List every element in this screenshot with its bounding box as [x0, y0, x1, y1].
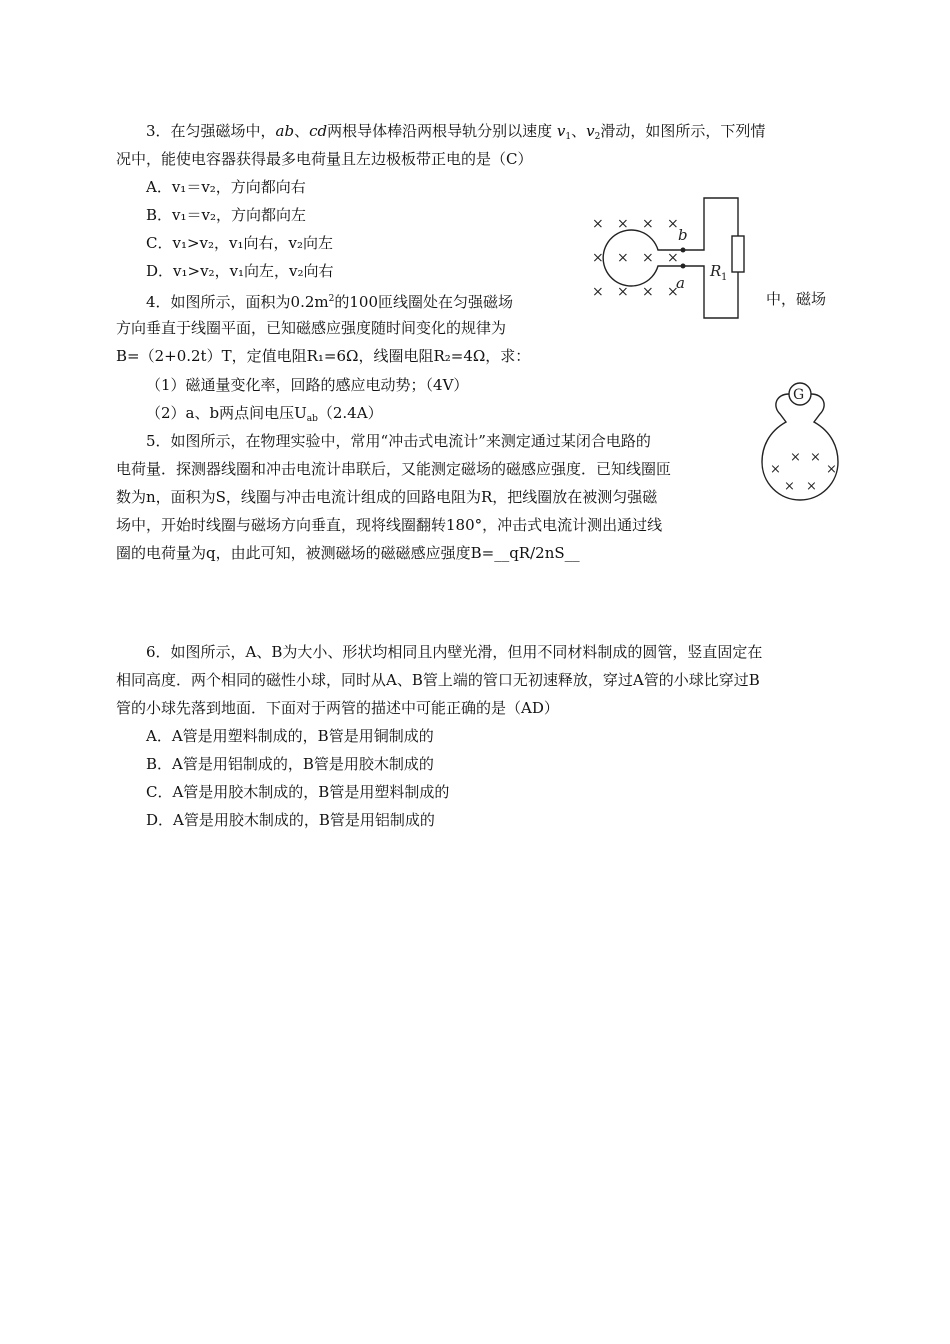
field-cross: ×: [667, 216, 679, 232]
q3-stem-text: 滑动，如图所示，下列情: [600, 122, 766, 140]
q3-option-a: A．v₁＝v₂，方向都向右: [146, 178, 306, 196]
q5-line2: 电荷量．探测器线圈和冲击电流计串联后，又能测定磁场的磁感应强度．已知线圈匝: [116, 460, 672, 478]
q4-text: 4．如图所示，面积为0.2m: [146, 293, 329, 311]
galvanometer-figure: [758, 378, 844, 510]
terminal-a: [681, 264, 686, 269]
label-a: a: [676, 274, 685, 292]
q3-ab: ab: [275, 122, 295, 140]
label-b: b: [678, 226, 688, 244]
q6-option-c: C．A管是用胶木制成的，B管是用塑料制成的: [146, 783, 450, 801]
circuit-wire: [683, 198, 738, 318]
field-cross: ×: [592, 250, 604, 266]
q3-option-b: B．v₁＝v₂，方向都向左: [146, 206, 306, 224]
q4-sub2-text: （2）a、b两点间电压U: [146, 404, 307, 422]
q5-line4: 场中，开始时线圈与磁场方向垂直，现将线圈翻转180°，冲击式电流计测出通过线: [116, 516, 663, 534]
q3-cd: cd: [309, 122, 328, 140]
q4-sub2-answer: （2.4A）: [317, 404, 383, 422]
q5-line1: 5．如图所示，在物理实验中，常用“冲击式电流计”来测定通过某闭合电路的: [146, 432, 651, 450]
resistor-r1: [732, 236, 744, 272]
q6-option-d: D．A管是用胶木制成的，B管是用铝制成的: [146, 811, 435, 829]
circuit-diagram: [588, 192, 758, 324]
field-cross: ×: [592, 216, 604, 232]
q6-line1: 6．如图所示，A、B为大小、形状均相同且内壁光滑，但用不同材料制成的圆管，竖直固定在: [146, 643, 763, 661]
field-cross: ×: [642, 250, 654, 266]
terminal-b: [681, 248, 686, 253]
field-cross: ×: [810, 450, 821, 465]
q6-line2: 相同高度．两个相同的磁性小球，同时从A、B管上端的管口无初速释放，穿过A管的小球比穿过B: [116, 671, 760, 689]
q3-v2: v: [586, 122, 595, 140]
probe-coil: [762, 394, 838, 500]
q4-uab-sub: ab: [306, 414, 318, 424]
q5-line5: 圈的电荷量为q，由此可知，被测磁场的磁磁感应强度B=__qR/2nS__: [116, 544, 580, 562]
field-cross: ×: [592, 284, 604, 300]
field-cross: ×: [617, 216, 629, 232]
field-cross: ×: [617, 250, 629, 266]
q3-stem-text: 3．在匀强磁场中，: [146, 122, 276, 140]
field-cross: ×: [642, 284, 654, 300]
q3-sep: 、: [571, 122, 587, 140]
q3-stem-line2: 况中，能使电容器获得最多电荷量且左边极板带正电的是（C）: [116, 150, 533, 168]
q4-line1: [146, 288, 513, 313]
q3-v2-sub: 2: [594, 132, 601, 142]
field-cross: ×: [667, 250, 679, 266]
label-r-sub: 1: [721, 272, 728, 283]
q3-stem-line1: [146, 120, 765, 148]
label-r: R: [710, 262, 722, 280]
q4-subquestion-1: （1）磁通量变化率，回路的感应电动势；（4V）: [146, 376, 469, 394]
circuit-figure: [588, 192, 758, 324]
q3-v1-sub: 1: [565, 132, 572, 142]
q4-square: 2: [328, 294, 335, 304]
q4-text: 的100匝线圈处在匀强磁场: [334, 293, 513, 311]
q5-line3: 数为n，面积为S，线圈与冲击电流计组成的回路电阻为R，把线圈放在被测匀强磁: [116, 488, 658, 506]
field-cross: ×: [617, 284, 629, 300]
field-cross: ×: [826, 462, 837, 477]
field-cross: ×: [770, 462, 781, 477]
field-cross: ×: [667, 284, 679, 300]
field-cross: ×: [642, 216, 654, 232]
q4-line1-continuation: 中，磁场: [766, 290, 827, 308]
q6-option-a: A．A管是用塑料制成的，B管是用铜制成的: [146, 727, 434, 745]
field-cross: ×: [806, 479, 817, 494]
field-cross: ×: [784, 479, 795, 494]
q6-line3: 管的小球先落到地面．下面对于两管的描述中可能正确的是（AD）: [116, 699, 559, 717]
q3-stem-text: 两根导体棒沿两根导轨分别以速度: [327, 122, 557, 140]
q6-option-b: B．A管是用铝制成的，B管是用胶木制成的: [146, 755, 434, 773]
q3-option-d: D．v₁>v₂，v₁向左，v₂向右: [146, 262, 334, 280]
q4-line3: B=（2+0.2t）T，定值电阻R₁=6Ω，线圈电阻R₂=4Ω，求：: [116, 347, 531, 365]
q4-line2: 方向垂直于线圈平面，已知磁感应强度随时间变化的规律为: [116, 319, 507, 337]
q3-option-c: C．v₁>v₂，v₁向右，v₂向左: [146, 234, 333, 252]
galvanometer-diagram: [758, 378, 844, 510]
q4-subquestion-2: [146, 402, 383, 430]
q3-v1: v: [556, 122, 566, 140]
q3-sep: 、: [294, 122, 310, 140]
field-cross: ×: [790, 450, 801, 465]
label-g: G: [793, 387, 805, 403]
